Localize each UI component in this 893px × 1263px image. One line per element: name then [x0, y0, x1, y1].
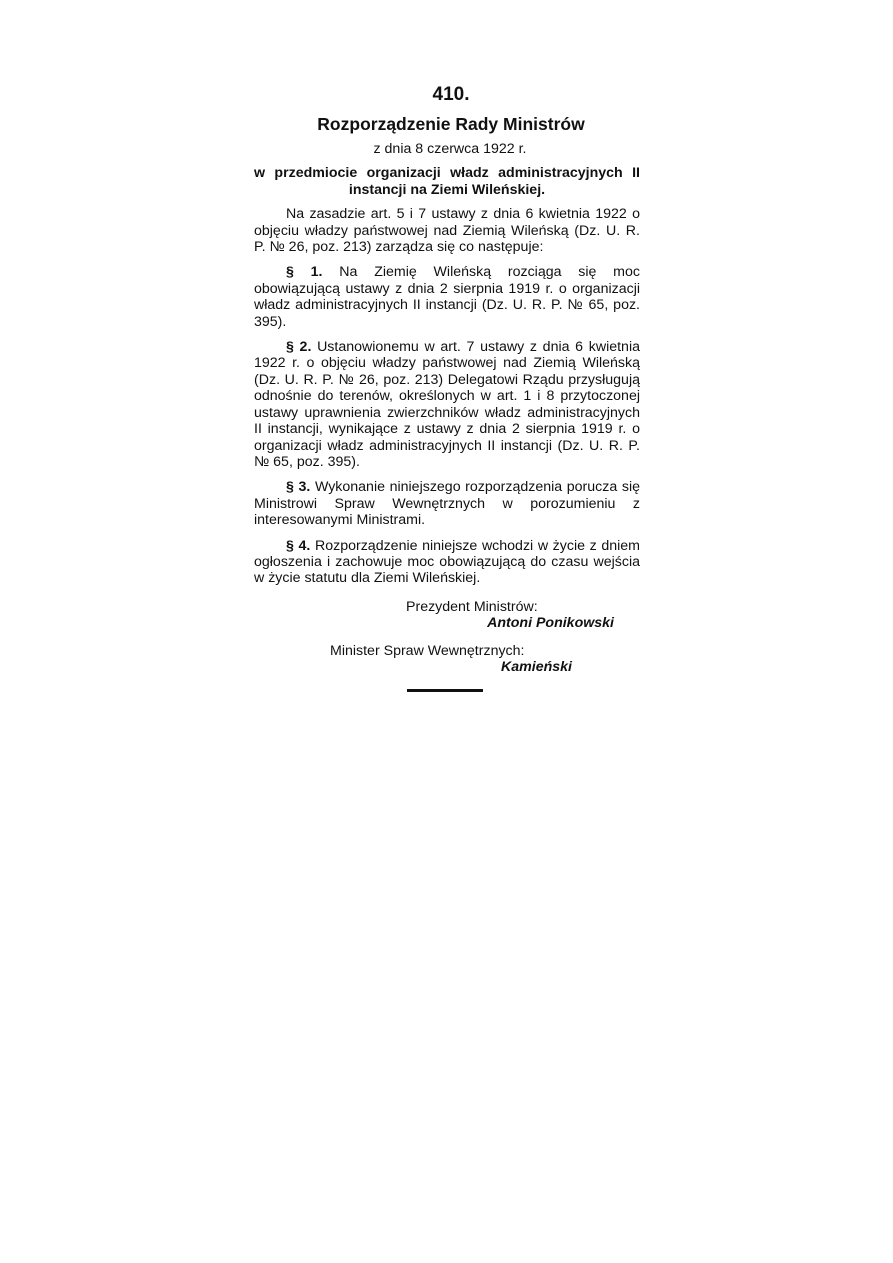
signature-role-interior-minister: Minister Spraw Wewnętrznych: — [330, 642, 525, 659]
signature-block — [254, 599, 640, 676]
section-4-label: § 4. — [286, 537, 311, 554]
section-3-label: § 3. — [286, 479, 311, 496]
section-4 — [254, 538, 640, 587]
closing-rule — [407, 689, 483, 692]
section-4-text: Rozporządzenie niniejsze wchodzi w życie z dniem ogłoszenia i zachowuje moc obowiązującą do czasu wejścia w życie statutu dla Ziemi Wileńskiej. — [254, 537, 640, 587]
document-subject: w przedmiocie organizacji władz administracyjnych II instancji na Ziemi Wileńskiej. — [254, 165, 640, 198]
section-1-text: Na Ziemię Wileńską rozciąga się moc obowiązującą ustawy z dnia 2 sierpnia 1919 r. o organizacji władz administracyjnych II instancji (Dz. U. R. P. № 65, poz. 395). — [254, 264, 640, 330]
section-3 — [254, 479, 640, 528]
document-title: Rozporządzenie Rady Ministrów — [317, 114, 585, 134]
document-date: z dnia 8 czerwca 1922 r. — [373, 141, 527, 157]
document-page — [254, 78, 640, 692]
section-2 — [254, 339, 640, 470]
act-number: 410. — [432, 84, 470, 105]
signature-role-prime-minister: Prezydent Ministrów: — [406, 598, 538, 615]
signature-name-prime-minister: Antoni Ponikowski — [487, 615, 614, 632]
preamble: Na zasadzie art. 5 i 7 ustawy z dnia 6 kwietnia 1922 o objęciu władzy państwowej nad Ziemią Wileńską (Dz. U. R. P. № 26, poz. 213) zarządza się co następuje: — [254, 206, 640, 256]
signature-name-interior-minister: Kamieński — [501, 658, 572, 675]
section-1 — [254, 264, 640, 330]
section-2-label: § 2. — [286, 339, 312, 356]
section-2-text: Ustanowionemu w art. 7 ustawy z dnia 6 kwietnia 1922 r. o objęciu władzy państwowej nad Ziemią Wileńską (Dz. U. R. P. № 26, poz. 213) Delegatowi Rządu przysługują odnośnie do terenów, określonych w art. 1 i 8 przytoczonej ustawy uprawnienia zwierzchników władz administracyjnych II instancji, wynikające z ustawy z dnia 2 sierpnia 1919 r. o organizacji władz administracyjnych II instancji (Dz. U. R. P. № 65, poz. 395). — [254, 339, 640, 470]
section-1-label: § 1. — [286, 264, 323, 281]
section-3-text: Wykonanie niniejszego rozporządzenia porucza się Ministrowi Spraw Wewnętrznych w porozumieniu z interesowanymi Ministrami. — [254, 479, 640, 529]
